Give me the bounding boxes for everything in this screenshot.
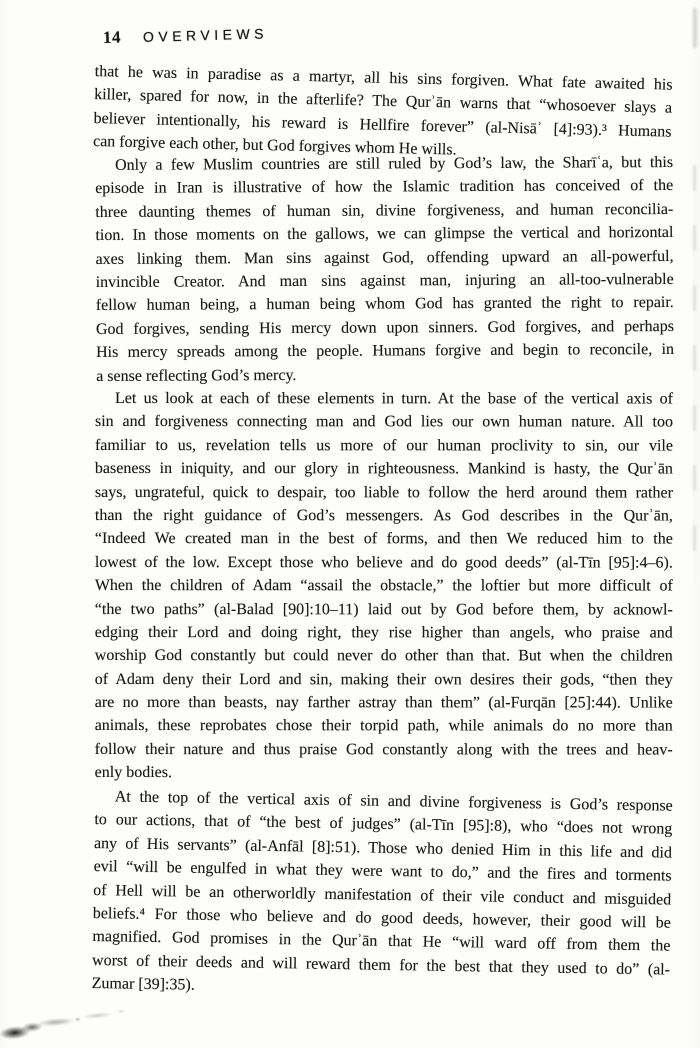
- paragraph: [95, 387, 673, 785]
- page-text-block: [91, 60, 675, 996]
- text-line: evil “will be engulfed in what they were want to do,” and the fires and torments: [93, 858, 672, 885]
- text-line: any of His servants” (al-Anfāl [8]:51). Those who denied Him in this life and did: [93, 834, 673, 862]
- text-line: edging their Lord and doing right, they rise higher than angels, who praise and: [94, 624, 673, 642]
- text-line: believer intentionally, his reward is Hellfire forever” (al-Nisāʾ [4]:93).³ Humans: [93, 109, 672, 141]
- text-line: than the right guidance of God’s messengers. As God describes in the Qurʾān,: [94, 507, 673, 525]
- text-line: enly bodies.: [94, 764, 172, 782]
- text-line: “Indeed We created man in the best of forms, and then We reduced him to the: [94, 530, 673, 549]
- text-line: worst of their deeds and will reward them for the best that they used to do” (al-: [91, 951, 671, 979]
- text-line: three daunting themes of human sin, divine forgiveness, and human reconcilia-: [95, 200, 674, 221]
- text-line: Zumar [39]:35).: [91, 975, 195, 994]
- text-line: fellow human being, a human being whom God has granted the right to repair.: [95, 293, 674, 314]
- text-line: familiar to us, revelation tells us more of our human proclivity to sin, our vile: [94, 437, 673, 455]
- text-line: Only a few Muslim countries are still ruled by God’s law, the Sharīʿa, but this: [115, 153, 674, 174]
- text-line: lowest of the low. Except those who believe and do good deeds” (al-Tīn [95]:4–6).: [94, 554, 673, 572]
- ink-smudge-artifact: [0, 1000, 145, 1047]
- section-title: OVERVIEWS: [142, 25, 269, 45]
- text-line: a sense reflecting God’s mercy.: [96, 366, 297, 385]
- text-line: of Hell will be an otherworldly manifestation of their vile conduct and misguided: [93, 881, 672, 909]
- text-line: beliefs.⁴ For those who believe and do good deeds, however, their good will be: [92, 905, 671, 932]
- text-line: magnified. God promises in the Qurʾān that He “will ward off from them the: [92, 928, 671, 956]
- text-line: are no more than beasts, nay farther astray than them” (al-Furqān [25]:44). Unlike: [94, 694, 673, 713]
- text-line: animals, these reprobates chose their torpid path, while animals do no more than: [94, 717, 673, 736]
- text-line: baseness in iniquity, and our glory in righteousness. Mankind is hasty, the Qurʾān: [94, 460, 673, 479]
- text-line: of Adam deny their Lord and sin, making their own desires their gods, “then they: [94, 671, 673, 689]
- text-line: When the children of Adam “assail the obstacle,” the loftier but more difficult of: [94, 577, 673, 596]
- paragraph: [92, 785, 673, 1005]
- text-line: episode in Iran is illustrative of how the Islamic tradition has conceived of the: [95, 176, 674, 197]
- text-line: killer, spared for now, in the afterlife? The Qurʾān warns that “whosoever slays a: [93, 86, 673, 117]
- running-header: [103, 23, 269, 48]
- text-line: God forgives, sending His mercy down upon sinners. God forgives, and perhaps: [95, 317, 674, 338]
- text-line: worship God constantly but could never do other than that. But when the children: [94, 647, 673, 666]
- paragraph: [95, 151, 674, 388]
- scan-edge-artifact-top: [693, 8, 697, 48]
- text-line: to our actions, that of “the best of judges” (al-Tīn [95]:8), who “does not wrong: [94, 811, 673, 839]
- text-line: Let us look at each of these elements in turn. At the base of the vertical axis of: [114, 390, 673, 408]
- text-line: axes linking them. Man sins against God, offending upward an all-powerful,: [95, 247, 674, 268]
- text-line: that he was in paradise as a martyr, all his sins forgiven. What fate awaited his: [94, 62, 673, 94]
- text-line: can forgive each other, but God forgives whom He wills.: [92, 133, 457, 159]
- text-line: His mercy spreads among the people. Humans forgive and begin to reconcile, in: [95, 340, 675, 361]
- page-number: 14: [102, 27, 122, 47]
- text-line: invincible Creator. And man sins against man, injuring an all-too-vulnerable: [95, 270, 674, 291]
- text-line: sin and forgiveness connecting man and God lies our own human nature. All too: [94, 413, 673, 432]
- text-line: At the top of the vertical axis of sin and divine forgiveness is God’s response: [114, 788, 673, 815]
- text-line: says, ungrateful, quick to despair, too liable to follow the herd around them rather: [94, 484, 673, 502]
- text-line: follow their nature and thus praise God constantly along with the trees and heav-: [94, 741, 673, 759]
- scan-edge-artifact-mid: [693, 165, 696, 585]
- text-line: tion. In those moments on the gallows, we can glimpse the vertical and horizontal: [95, 223, 674, 244]
- text-line: “the two paths” (al-Balad [90]:10–11) laid out by God before them, by acknowl-: [94, 600, 673, 619]
